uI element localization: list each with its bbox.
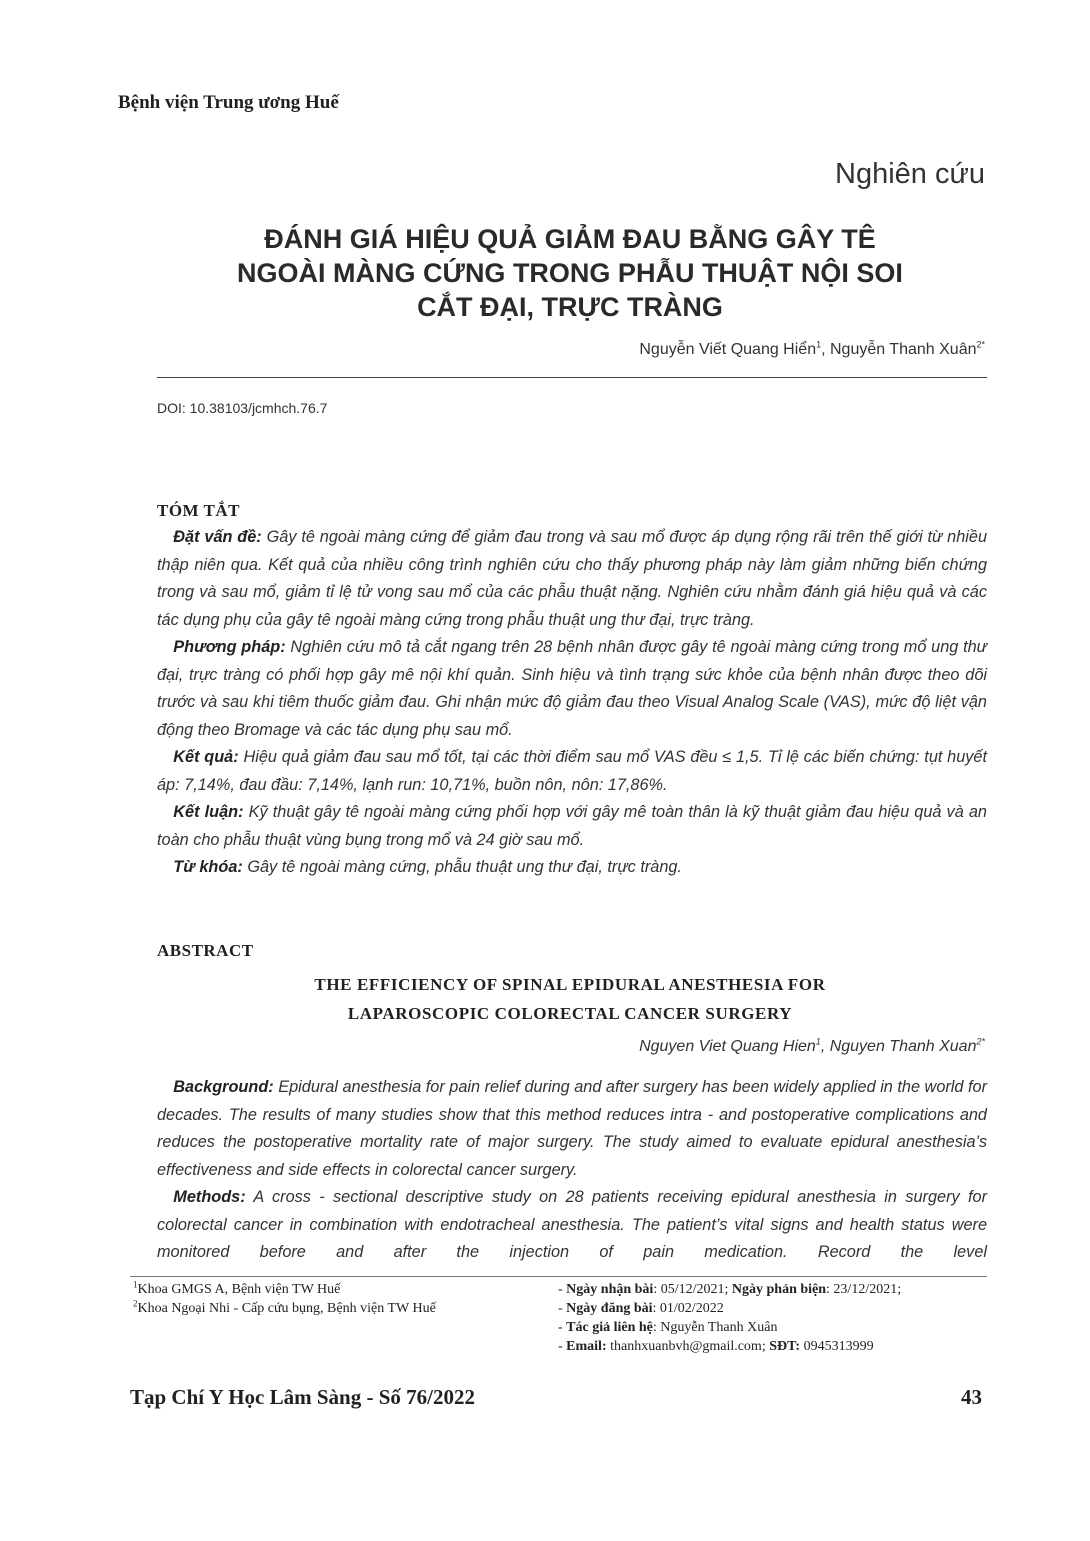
title-line: ĐÁNH GIÁ HIỆU QUẢ GIẢM ĐAU BẰNG GÂY TÊ (264, 224, 876, 254)
dash: - (558, 1339, 567, 1354)
english-title (150, 970, 990, 1028)
summary-paragraph (157, 854, 987, 882)
value: : Nguyễn Thanh Xuân (652, 1320, 778, 1335)
affiliation-mark: 1 (816, 339, 822, 350)
title-line: NGOÀI MÀNG CỨNG TRONG PHẪU THUẬT NỘI SOI (237, 258, 903, 288)
label: Ngày phản biện (731, 1282, 827, 1297)
value: 0945313999 (800, 1339, 874, 1354)
email-link[interactable]: thanhxuanbvh@gmail.com; (606, 1339, 770, 1354)
section-label: Nghiên cứu (835, 158, 985, 190)
divider (157, 377, 987, 378)
summary-paragraph (157, 799, 987, 854)
para-text: Gây tê ngoài màng cứng, phẫu thuật ung thư đại, trực tràng. (242, 858, 682, 876)
summary-paragraph (157, 744, 987, 799)
title-line: CẮT ĐẠI, TRỰC TRÀNG (417, 292, 723, 322)
author: Nguyen Viet Quang Hien (639, 1038, 816, 1055)
para-text: A cross - sectional descriptive study on 28 patients receiving epidural anesthesia in surgery for colorectal cancer in combination with endotracheal anesthesia. The patient’s vital signs and health status were monitored before and after the injection of pain medication. Record the level (157, 1188, 987, 1261)
title-line: THE EFFICIENCY OF SPINAL EPIDURAL ANESTHESIA FOR (314, 975, 826, 994)
affiliation-mark: 2 (133, 1298, 138, 1309)
summary-paragraph (157, 634, 987, 744)
label: SĐT: (769, 1339, 801, 1354)
affiliation-mark: 2* (976, 339, 985, 350)
contact (558, 1337, 901, 1356)
separator: , (820, 1038, 830, 1055)
footnote-divider (130, 1276, 987, 1277)
author: Nguyễn Thanh Xuân (830, 341, 977, 358)
affiliations (133, 1280, 436, 1318)
label: Ngày nhận bài (566, 1282, 654, 1297)
author: Nguyen Thanh Xuan (829, 1038, 977, 1055)
para-text: Epidural anesthesia for pain relief during and after surgery has been widely applied in the world for decades. The results of many studies show that this method reduces intra - and postoperative complications and reduces the postoperative mortality rate of major surgery. The study aimed to evaluate epidural anesthesia’s effectiveness and side effects in colorectal cancer surgery. (157, 1078, 987, 1179)
title-line: LAPAROSCOPIC COLORECTAL CANCER SURGERY (347, 1004, 793, 1023)
label: Email: (566, 1339, 607, 1354)
dash: - (558, 1301, 567, 1316)
affiliation (133, 1299, 436, 1318)
affiliation-text: Khoa Ngoại Nhi - Cấp cứu bụng, Bệnh viện TW Huế (137, 1301, 436, 1316)
value: : 01/02/2022 (652, 1301, 724, 1316)
authors-en (639, 1038, 985, 1056)
para-label: Phương pháp: (173, 638, 286, 656)
journal-footer: Tạp Chí Y Học Lâm Sàng - Số 76/2022 (130, 1385, 475, 1409)
summary-heading: TÓM TẮT (157, 501, 241, 520)
abstract-paragraph (157, 1184, 987, 1267)
value: : 05/12/2021; (653, 1282, 732, 1297)
affiliation-mark: 1 (133, 1279, 138, 1290)
affiliation-text: Khoa GMGS A, Bệnh viện TW Huế (137, 1282, 341, 1297)
para-label: Kết luận: (173, 803, 244, 821)
hospital-header: Bệnh viện Trung ương Huế (118, 92, 339, 113)
para-label: Methods: (173, 1188, 246, 1206)
separator: , (821, 341, 830, 358)
summary-body (157, 524, 987, 882)
abstract-paragraph (157, 1074, 987, 1184)
para-text: Gây tê ngoài màng cứng để giảm đau trong và sau mổ được áp dụng rộng rãi trên thế giới từ nhiều thập niên qua. Kết quả của nhiều công trình nghiên cứu cho thấy phương pháp này làm giảm những biến chứng trong và sau mổ, giảm tỉ lệ tử vong sau mổ của các phẫu thuật nặng. Nghiên cứu nhằm đánh giá hiệu quả và các tác dụng phụ của gây tê ngoài màng cứng trong phẫu thuật ung thư đại, trực tràng. (157, 528, 987, 629)
dates-received (558, 1280, 901, 1299)
corresponding-author (558, 1318, 901, 1337)
para-label: Kết quả: (173, 748, 239, 766)
abstract-body (157, 1074, 987, 1267)
para-label: Background: (173, 1078, 274, 1096)
label: Tác giả liên hệ (566, 1320, 653, 1335)
date-published (558, 1299, 901, 1318)
summary-paragraph (157, 524, 987, 634)
author: Nguyễn Viết Quang Hiển (639, 341, 817, 358)
value: : 23/12/2021; (826, 1282, 902, 1297)
dash: - (558, 1282, 567, 1297)
affiliation-mark: 2* (976, 1036, 985, 1047)
doi[interactable]: DOI: 10.38103/jcmhch.76.7 (157, 400, 328, 416)
article-info (558, 1280, 901, 1356)
abstract-heading: ABSTRACT (157, 941, 254, 960)
para-text: Nghiên cứu mô tả cắt ngang trên 28 bệnh nhân được gây tê ngoài màng cứng trong mổ ung thư đại, trực tràng có phối hợp gây mê nội khí quản. Sinh hiệu và tình trạng sức khỏe của bệnh nhân được theo dõi trước và sau khi tiêm thuốc giảm đau. Ghi nhận mức độ giảm đau theo Visual Analog Scale (VAS), mức độ liệt vận động theo Bromage và các tác dụng phụ sau mổ. (157, 638, 987, 739)
label: Ngày đăng bài (566, 1301, 653, 1316)
dash: - (558, 1320, 567, 1335)
para-label: Đặt vấn đề: (173, 528, 262, 546)
affiliation (133, 1280, 436, 1299)
article-title (150, 222, 990, 324)
para-label: Từ khóa: (173, 858, 243, 876)
authors-vn (639, 341, 985, 359)
para-text: Hiệu quả giảm đau sau mổ tốt, tại các thời điểm sau mổ VAS đều ≤ 1,5. Tỉ lệ các biến chứng: tụt huyết áp: 7,14%, đau đầu: 7,14%, lạnh run: 10,71%, buồn nôn, nôn: 17,86%. (157, 748, 987, 794)
para-text: Kỹ thuật gây tê ngoài màng cứng phối hợp với gây mê toàn thân là kỹ thuật giảm đau hiệu quả và an toàn cho phẫu thuật vùng bụng trong mổ và 24 giờ sau mổ. (157, 803, 987, 849)
page-number: 43 (961, 1385, 982, 1409)
affiliation-mark: 1 (815, 1036, 821, 1047)
